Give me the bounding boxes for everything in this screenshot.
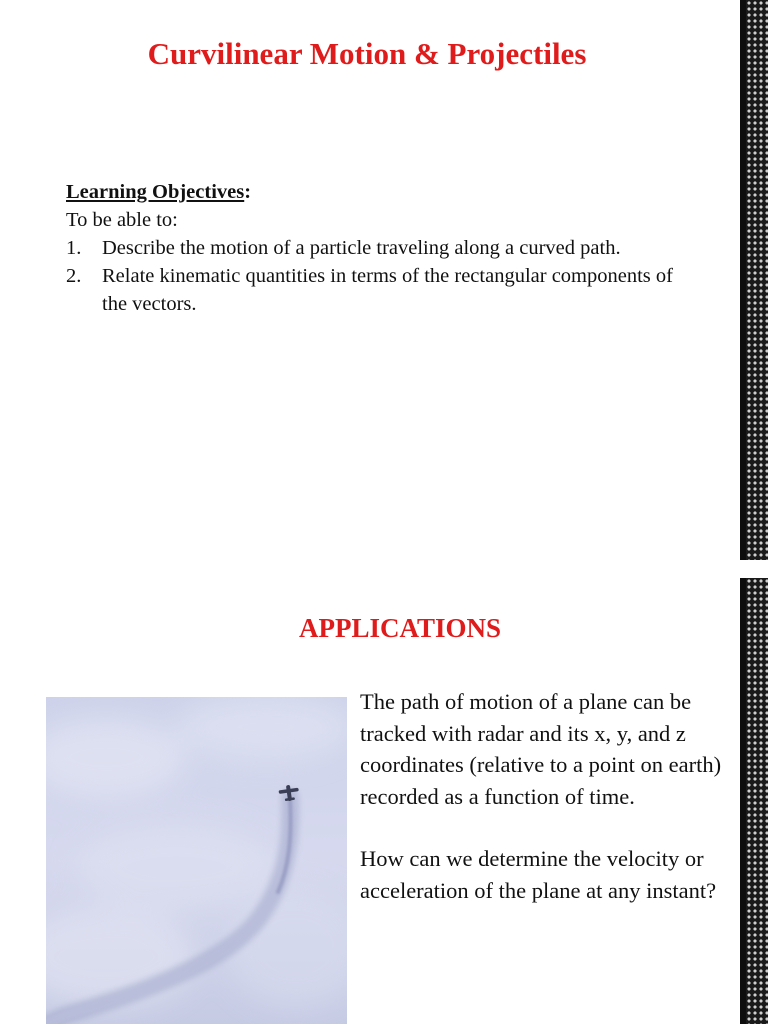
objectives-colon: : [244,181,252,203]
applications-paragraph-1: The path of motion of a plane can be tracked with radar and its x, y, and z coordinates (relative to a point on earth) recorded as a function of time. [360,689,722,809]
objectives-heading: Learning Objectives [66,181,245,203]
airplane-smoke-trail-photo [46,697,347,1024]
side-border-edge-top [740,0,746,560]
objective-number: 2. [66,265,82,287]
objectives-intro: To be able to: [66,209,178,231]
objective-text: Describe the motion of a particle traveling along a curved path. [102,237,621,259]
objective-item [66,262,686,318]
objective-number: 1. [66,237,82,259]
applications-paragraph-2: How can we determine the velocity or acceleration of the plane at any instant? [360,846,717,903]
learning-objectives [66,178,686,318]
side-border-gap [740,560,768,578]
photo-svg [46,697,347,1024]
objective-text: Relate kinematic quantities in terms of the rectangular components of the vectors. [102,265,673,315]
applications-heading: APPLICATIONS [298,613,502,643]
applications-text [360,686,730,906]
objective-item [66,234,686,262]
objectives-heading-line [66,178,686,206]
objectives-list [66,234,686,318]
slide-title: Curvilinear Motion & Projectiles [147,36,587,71]
side-border-edge-bottom [740,578,746,1024]
